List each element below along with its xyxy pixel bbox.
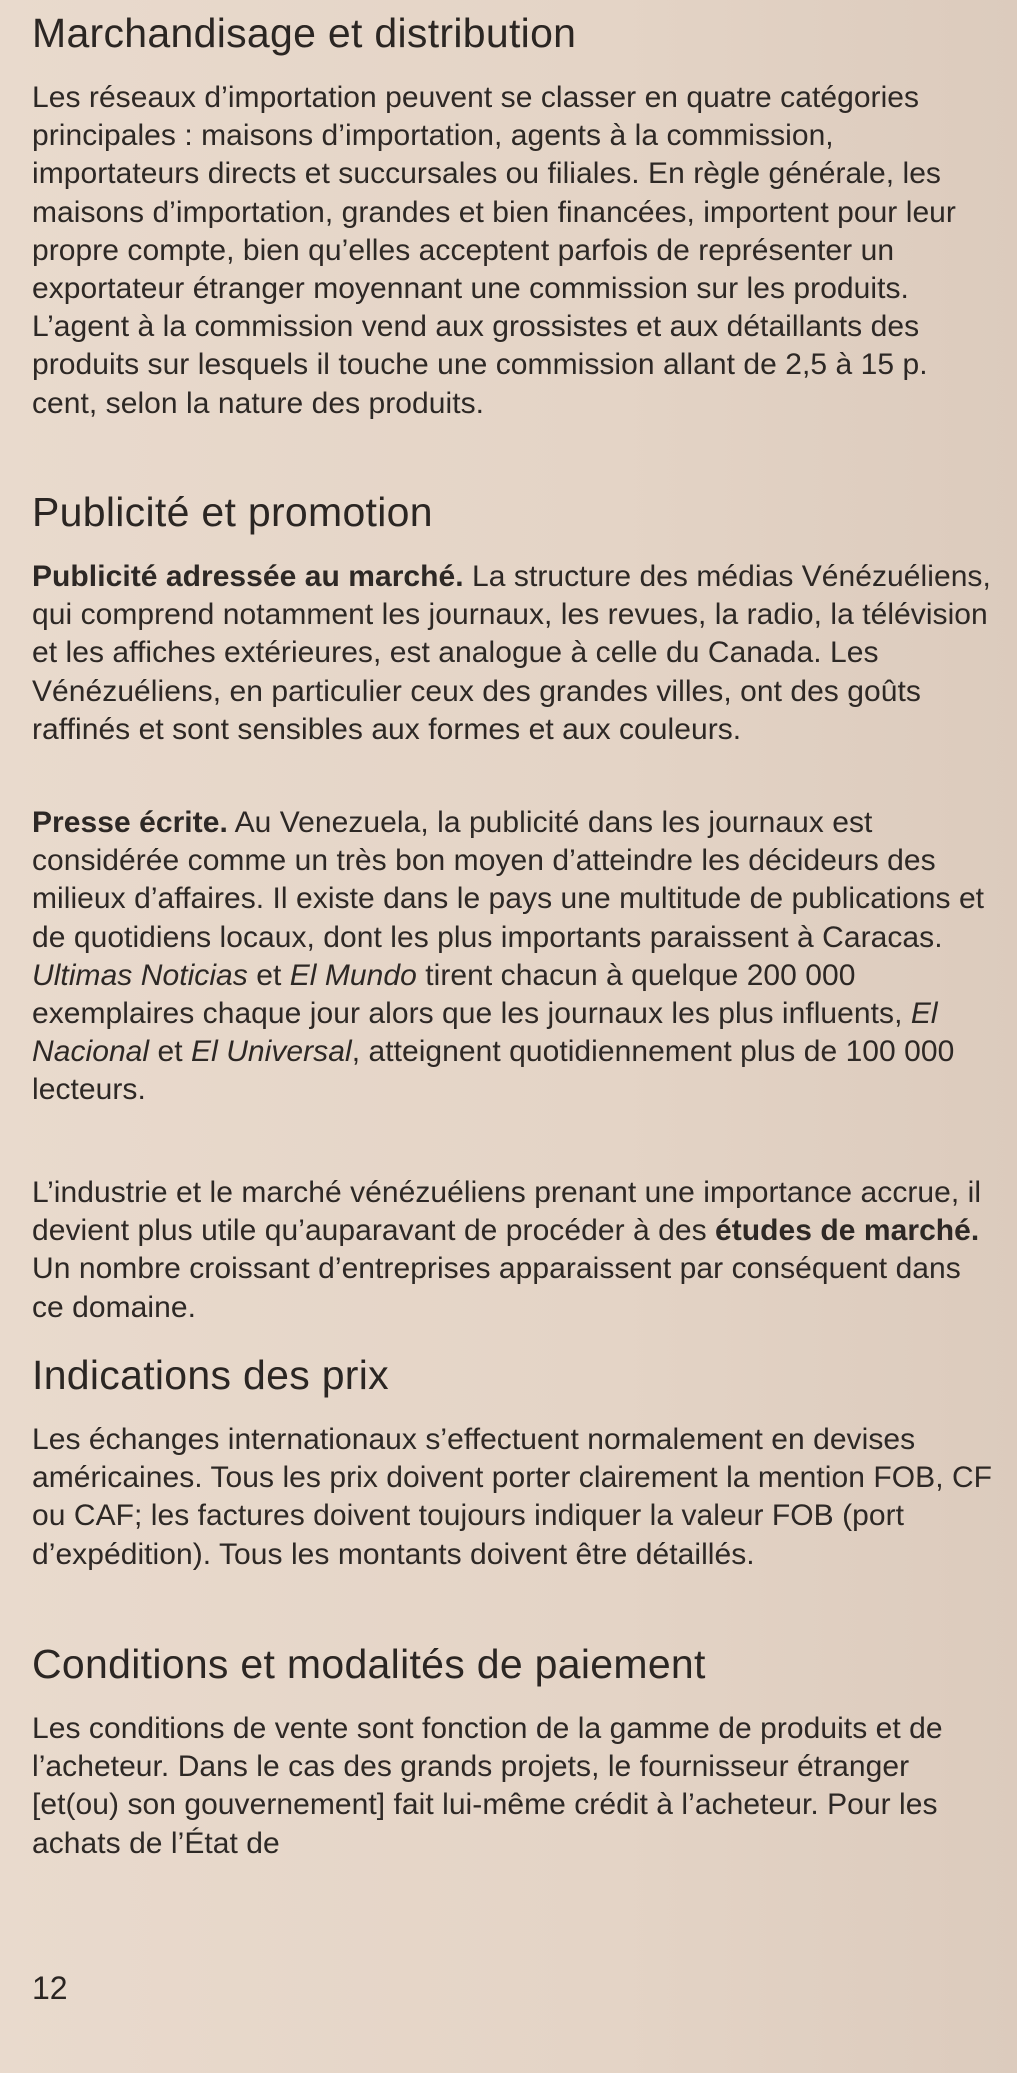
title-ultimas-noticias: Ultimas Noticias — [32, 958, 248, 992]
heading-prix: Indications des prix — [32, 1352, 389, 1398]
heading-paiement: Conditions et modalités de paiement — [32, 1641, 706, 1687]
bold-etudes-marche: études de marché. — [715, 1214, 980, 1248]
text-publicite-marche: La structure des médias Vénézuéliens, qui comprend notamment les journaux, les revues, la radio, la télévision et les affiches extérieures, est analogue à celle du Canada. Les Vénézuéliens, en particulier ceux des grandes villes, ont des goûts raffinés et sont sensibles aux formes et aux couleurs. — [32, 560, 991, 746]
paragraph-etudes-marche — [32, 1174, 994, 1327]
title-el-nacional: El Nacional — [32, 997, 938, 1069]
title-el-universal: El Universal — [191, 1035, 352, 1069]
text-presse-a: Au Venezuela, la publicité dans les journaux est considérée comme un très bon moyen d’atteindre les décideurs des milieux d’affaires. Il existe dans le pays une multitude de publications et de quotidiens locaux, dont les plus importants paraissent à Caracas. — [32, 806, 985, 954]
text-presse-b: et — [247, 958, 290, 992]
text-presse-c: tirent chacun à quelque 200 000 exemplaires chaque jour alors que les journaux les plus influents, — [32, 958, 911, 1031]
heading-marchandisage: Marchandisage et distribution — [32, 10, 577, 56]
text-presse-e: , atteignent quotidiennement plus de 100 000 lecteurs. — [32, 1035, 955, 1107]
paragraph-marchandisage: Les réseaux d’importation peuvent se classer en quatre catégories principales : maisons d’importation, agents à la commission, importateurs directs et succursales ou filiales. En règle générale, les maisons d’importation, grandes et bien financées, importent pour leur propre compte, bien qu’elles acceptent parfois de représenter un exportateur étranger moyennant une commission sur les produits. L’agent à la commission vend aux grossistes et aux détaillants des produits sur lesquels il touche une commission allant de 2,5 à 15 p. cent, selon la nature des produits. — [32, 81, 956, 420]
text-etudes-a: L’industrie et le marché vénézuéliens prenant une importance accrue, il devient plus utile qu’auparavant de procéder à des — [32, 1176, 982, 1248]
paragraph-publicite-marche — [32, 558, 994, 749]
text-etudes-b: Un nombre croissant d’entreprises apparaissent par conséquent dans ce domaine. — [32, 1252, 961, 1324]
paragraph-presse-ecrite — [32, 804, 994, 1110]
lead-publicite-marche: Publicité adressée au marché. — [32, 560, 464, 593]
lead-presse-ecrite: Presse écrite. — [32, 806, 228, 839]
text-presse-d: et — [149, 1035, 192, 1069]
paragraph-paiement: Les conditions de vente sont fonction de la gamme de produits et de l’acheteur. Dans le cas des grands projets, le fournisseur étranger [et(ou) son gouvernement] fait lui-même crédit à l’acheteur. Pour les achats de l’État de — [32, 1712, 943, 1860]
paragraph-prix: Les échanges internationaux s’effectuent normalement en devises américaines. Tous les prix doivent porter clairement la mention FOB, CF ou CAF; les factures doivent toujours indiquer la valeur FOB (port d’expédition). Tous les montants doivent être détaillés. — [32, 1423, 993, 1571]
page-number: 12 — [32, 1970, 68, 2006]
title-el-mundo: El Mundo — [289, 958, 417, 992]
heading-publicite: Publicité et promotion — [32, 489, 433, 535]
